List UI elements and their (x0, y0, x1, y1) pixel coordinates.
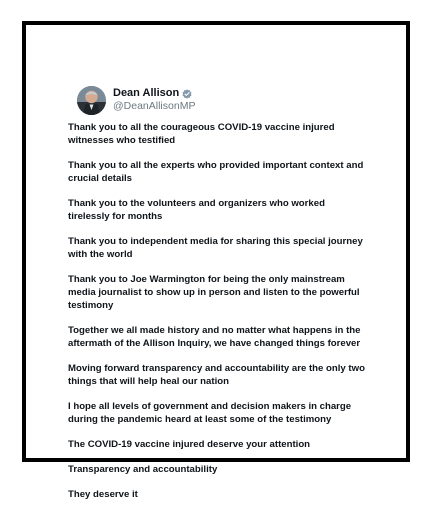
tweet-paragraph: They deserve it (68, 489, 138, 500)
author-name[interactable]: Dean Allison (113, 87, 180, 100)
tweet-paragraph: Thank you to the volunteers and organizers who worked tirelessly for months (68, 198, 325, 222)
author-name-row (113, 88, 195, 100)
tweet-paragraph: Thank you to all the experts who provided important context and crucial details (68, 160, 364, 184)
tweet-paragraph: Transparency and accountability (68, 464, 218, 475)
tweet-paragraph: Moving forward transparency and accountability are the only two things that will help heal our nation (68, 363, 365, 387)
tweet-author[interactable] (77, 84, 195, 116)
tweet-paragraph: Thank you to Joe Warmington for being the only mainstream media journalist to show up in person and listen to the powerful testimony (68, 274, 360, 311)
verified-badge-icon (182, 89, 192, 99)
avatar[interactable] (77, 86, 106, 115)
tweet-paragraph: Thank you to all the courageous COVID-19 vaccine injured witnesses who testified (68, 122, 335, 146)
avatar-image (77, 86, 106, 115)
author-info (113, 88, 195, 112)
tweet-paragraph: Thank you to independent media for sharing this special journey with the world (68, 236, 363, 260)
author-handle[interactable]: @DeanAllisonMP (113, 99, 196, 112)
tweet-paragraph: Together we all made history and no matter what happens in the aftermath of the Allison Inquiry, we have changed things forever (68, 325, 361, 349)
tweet-paragraph: I hope all levels of government and decision makers in charge during the pandemic heard at least some of the testimony (68, 401, 352, 425)
tweet-paragraph: The COVID-19 vaccine injured deserve your attention (68, 439, 311, 450)
tweet-body (68, 121, 368, 513)
